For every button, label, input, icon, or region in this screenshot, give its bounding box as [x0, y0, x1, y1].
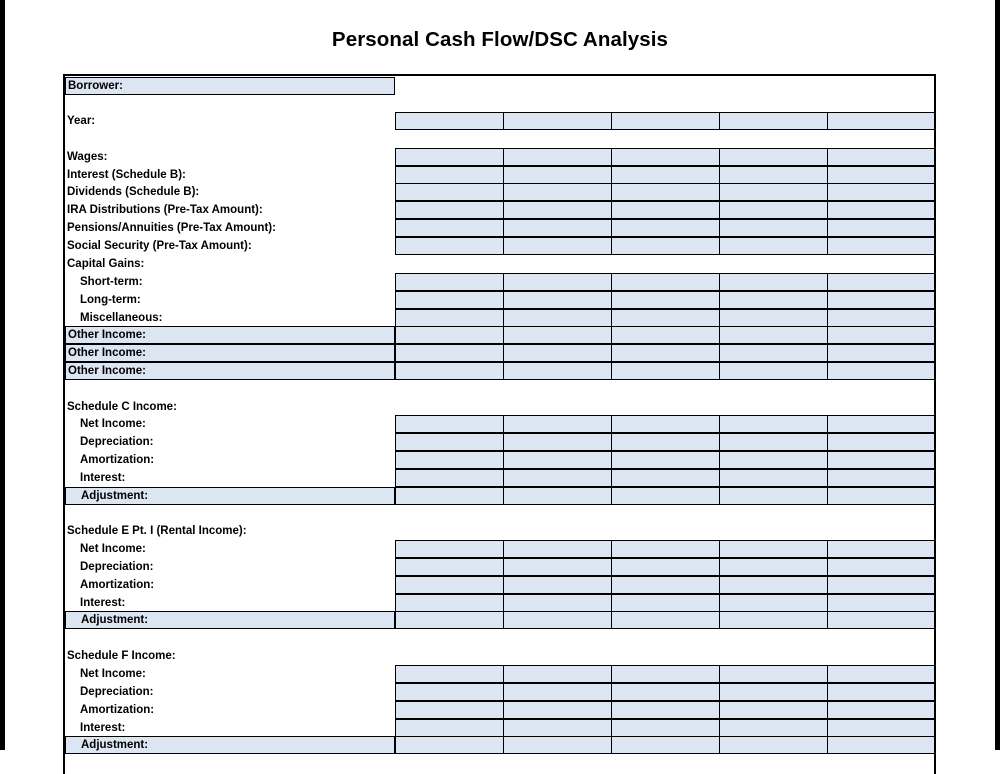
- value-cell[interactable]: [611, 701, 720, 719]
- value-cell[interactable]: [719, 273, 828, 291]
- value-cell[interactable]: [827, 611, 936, 629]
- adjustment-label-field[interactable]: Adjustment:: [65, 611, 395, 629]
- schedule-c-header-row: [65, 398, 934, 416]
- value-cell[interactable]: [395, 487, 504, 505]
- value-cell[interactable]: [611, 148, 720, 166]
- value-cell[interactable]: [611, 683, 720, 701]
- capital-gains-row: [65, 309, 934, 327]
- value-cell[interactable]: [503, 451, 612, 469]
- value-cell[interactable]: [503, 273, 612, 291]
- value-cell[interactable]: [827, 433, 936, 451]
- value-cell[interactable]: [719, 469, 828, 487]
- value-cell[interactable]: [719, 433, 828, 451]
- schedule-e-row: [65, 576, 934, 594]
- row-label: Year:: [67, 115, 96, 127]
- row-label: Wages:: [67, 151, 108, 163]
- value-cell[interactable]: [827, 273, 936, 291]
- value-cell[interactable]: [719, 201, 828, 219]
- income-row: [65, 237, 934, 255]
- value-cell[interactable]: [719, 183, 828, 201]
- value-cell[interactable]: [503, 594, 612, 612]
- value-cell[interactable]: [827, 219, 936, 237]
- row-label: Depreciation:: [80, 436, 154, 448]
- value-cell[interactable]: [719, 576, 828, 594]
- value-cell[interactable]: [611, 594, 720, 612]
- schedule-f-header-row: [65, 647, 934, 665]
- value-cell[interactable]: [395, 344, 504, 362]
- value-cell[interactable]: [611, 344, 720, 362]
- value-cell[interactable]: [719, 237, 828, 255]
- value-cell[interactable]: [719, 611, 828, 629]
- value-cell[interactable]: [503, 415, 612, 433]
- row-label: Social Security (Pre-Tax Amount):: [67, 240, 252, 252]
- value-cell[interactable]: [827, 326, 936, 344]
- value-cell[interactable]: [827, 487, 936, 505]
- value-cell[interactable]: [395, 183, 504, 201]
- value-cell[interactable]: [827, 451, 936, 469]
- value-cell[interactable]: [503, 683, 612, 701]
- value-cell[interactable]: [827, 665, 936, 683]
- schedule-c-row: [65, 469, 934, 487]
- value-cell[interactable]: [611, 576, 720, 594]
- value-cell[interactable]: [827, 719, 936, 737]
- schedule-f-row: [65, 701, 934, 719]
- value-cell[interactable]: [395, 415, 504, 433]
- row-label: Interest:: [80, 472, 126, 484]
- row-label: Miscellaneous:: [80, 312, 163, 324]
- right-edge: [995, 0, 1000, 750]
- year-cell[interactable]: [395, 112, 504, 130]
- value-cell[interactable]: [395, 665, 504, 683]
- value-cell[interactable]: [827, 201, 936, 219]
- value-cell[interactable]: [827, 344, 936, 362]
- value-cell[interactable]: [719, 415, 828, 433]
- value-cell[interactable]: [503, 701, 612, 719]
- value-cell[interactable]: [827, 469, 936, 487]
- value-cell[interactable]: [503, 309, 612, 327]
- year-cell[interactable]: [827, 112, 936, 130]
- schedule-f-row: [65, 719, 934, 737]
- value-cell[interactable]: [611, 665, 720, 683]
- value-cell[interactable]: [827, 148, 936, 166]
- value-cell[interactable]: [395, 683, 504, 701]
- page-title: Personal Cash Flow/DSC Analysis: [331, 28, 669, 51]
- section-header: Schedule C Income:: [67, 401, 177, 413]
- value-cell[interactable]: [827, 309, 936, 327]
- row-label: Short-term:: [80, 276, 143, 288]
- value-cell[interactable]: [395, 201, 504, 219]
- value-cell[interactable]: [503, 433, 612, 451]
- year-cell[interactable]: [611, 112, 720, 130]
- value-cell[interactable]: [827, 683, 936, 701]
- value-cell[interactable]: [611, 291, 720, 309]
- schedule-c-row: [65, 451, 934, 469]
- row-label: Dividends (Schedule B):: [67, 186, 200, 198]
- borrower-row: [65, 77, 934, 95]
- adjustment-label-field[interactable]: Adjustment:: [65, 736, 395, 754]
- value-cell[interactable]: [611, 237, 720, 255]
- capital-gains-header-row: [65, 255, 934, 273]
- value-cell[interactable]: [503, 736, 612, 754]
- value-cell[interactable]: [611, 273, 720, 291]
- year-cell[interactable]: [719, 112, 828, 130]
- value-cell[interactable]: [503, 469, 612, 487]
- value-cell[interactable]: [611, 540, 720, 558]
- schedule-c-adjustment-row: [65, 487, 934, 505]
- value-cell[interactable]: [503, 665, 612, 683]
- value-cell[interactable]: [503, 611, 612, 629]
- other-income-row: [65, 326, 934, 344]
- schedule-e-row: [65, 558, 934, 576]
- value-cell[interactable]: [827, 558, 936, 576]
- value-cell[interactable]: [827, 594, 936, 612]
- value-cell[interactable]: [503, 148, 612, 166]
- value-cell[interactable]: [611, 326, 720, 344]
- value-cell[interactable]: [827, 540, 936, 558]
- value-cell[interactable]: [719, 594, 828, 612]
- value-cell[interactable]: [827, 237, 936, 255]
- value-cell[interactable]: [719, 701, 828, 719]
- value-cell[interactable]: [719, 665, 828, 683]
- value-cell[interactable]: [503, 326, 612, 344]
- value-cell[interactable]: [611, 166, 720, 184]
- section-header: Capital Gains:: [67, 258, 145, 270]
- value-cell[interactable]: [395, 558, 504, 576]
- value-cell[interactable]: [719, 166, 828, 184]
- value-cell[interactable]: [827, 576, 936, 594]
- value-cell[interactable]: [719, 540, 828, 558]
- schedule-e-header-row: [65, 522, 934, 540]
- value-cell[interactable]: [503, 576, 612, 594]
- value-cell[interactable]: [827, 183, 936, 201]
- value-cell[interactable]: [719, 344, 828, 362]
- value-cell[interactable]: [719, 451, 828, 469]
- row-label: Net Income:: [80, 668, 146, 680]
- other-income-row: [65, 344, 934, 362]
- value-cell[interactable]: [503, 344, 612, 362]
- value-cell[interactable]: [395, 576, 504, 594]
- year-cell[interactable]: [503, 112, 612, 130]
- value-cell[interactable]: [611, 433, 720, 451]
- value-cell[interactable]: [611, 469, 720, 487]
- value-cell[interactable]: [719, 291, 828, 309]
- schedule-c-row: [65, 433, 934, 451]
- value-cell[interactable]: [395, 219, 504, 237]
- capital-gains-row: [65, 291, 934, 309]
- value-cell[interactable]: [611, 487, 720, 505]
- value-cell[interactable]: [827, 291, 936, 309]
- value-cell[interactable]: [395, 736, 504, 754]
- value-cell[interactable]: [827, 415, 936, 433]
- row-label: Interest (Schedule B):: [67, 169, 186, 181]
- value-cell[interactable]: [503, 540, 612, 558]
- borrower-field[interactable]: Borrower:: [65, 77, 395, 95]
- row-label: Amortization:: [80, 579, 155, 591]
- value-cell[interactable]: [395, 166, 504, 184]
- value-cell[interactable]: [503, 166, 612, 184]
- value-cell[interactable]: [719, 219, 828, 237]
- value-cell[interactable]: [719, 558, 828, 576]
- value-cell[interactable]: [719, 683, 828, 701]
- value-cell[interactable]: [827, 362, 936, 380]
- value-cell[interactable]: [395, 540, 504, 558]
- value-cell[interactable]: [719, 736, 828, 754]
- income-row: [65, 201, 934, 219]
- row-label: Amortization:: [80, 454, 155, 466]
- value-cell[interactable]: [611, 362, 720, 380]
- section-header: Schedule E Pt. I (Rental Income):: [67, 525, 247, 537]
- schedule-e-row: [65, 540, 934, 558]
- value-cell[interactable]: [719, 148, 828, 166]
- row-label: Net Income:: [80, 418, 146, 430]
- value-cell[interactable]: [611, 309, 720, 327]
- other-income-row: [65, 362, 934, 380]
- value-cell[interactable]: [611, 201, 720, 219]
- income-row: [65, 219, 934, 237]
- value-cell[interactable]: [395, 362, 504, 380]
- row-label: Interest:: [80, 597, 126, 609]
- row-label: Long-term:: [80, 294, 141, 306]
- schedule-f-adjustment-row: [65, 736, 934, 754]
- value-cell[interactable]: [395, 611, 504, 629]
- other-income-label-field[interactable]: Other Income:: [65, 362, 395, 380]
- value-cell[interactable]: [395, 719, 504, 737]
- value-cell[interactable]: [611, 219, 720, 237]
- value-cell[interactable]: [611, 611, 720, 629]
- cash-flow-form: [63, 74, 936, 774]
- value-cell[interactable]: [395, 326, 504, 344]
- row-label: Pensions/Annuities (Pre-Tax Amount):: [67, 222, 276, 234]
- value-cell[interactable]: [503, 558, 612, 576]
- row-label: Depreciation:: [80, 686, 154, 698]
- other-income-label-field[interactable]: Other Income:: [65, 326, 395, 344]
- capital-gains-row: [65, 273, 934, 291]
- value-cell[interactable]: [503, 362, 612, 380]
- adjustment-label-field[interactable]: Adjustment:: [65, 487, 395, 505]
- value-cell[interactable]: [395, 594, 504, 612]
- section-header: Schedule F Income:: [67, 650, 176, 662]
- other-income-label-field[interactable]: Other Income:: [65, 344, 395, 362]
- income-row: [65, 183, 934, 201]
- row-label: Amortization:: [80, 704, 155, 716]
- value-cell[interactable]: [395, 291, 504, 309]
- value-cell[interactable]: [611, 736, 720, 754]
- row-label: Interest:: [80, 722, 126, 734]
- value-cell[interactable]: [395, 273, 504, 291]
- value-cell[interactable]: [611, 558, 720, 576]
- value-cell[interactable]: [719, 326, 828, 344]
- value-cell[interactable]: [503, 237, 612, 255]
- value-cell[interactable]: [503, 719, 612, 737]
- value-cell[interactable]: [395, 451, 504, 469]
- schedule-f-row: [65, 683, 934, 701]
- value-cell[interactable]: [719, 719, 828, 737]
- value-cell[interactable]: [503, 291, 612, 309]
- schedule-e-row: [65, 594, 934, 612]
- value-cell[interactable]: [503, 201, 612, 219]
- value-cell[interactable]: [827, 166, 936, 184]
- left-edge: [0, 0, 5, 750]
- value-cell[interactable]: [503, 219, 612, 237]
- value-cell[interactable]: [719, 309, 828, 327]
- value-cell[interactable]: [719, 362, 828, 380]
- row-label: IRA Distributions (Pre-Tax Amount):: [67, 204, 263, 216]
- schedule-c-row: [65, 415, 934, 433]
- schedule-f-row: [65, 665, 934, 683]
- value-cell[interactable]: [611, 183, 720, 201]
- value-cell[interactable]: [611, 415, 720, 433]
- value-cell[interactable]: [395, 237, 504, 255]
- value-cell[interactable]: [719, 487, 828, 505]
- income-row: [65, 148, 934, 166]
- schedule-e-adjustment-row: [65, 611, 934, 629]
- income-row: [65, 166, 934, 184]
- row-label: Depreciation:: [80, 561, 154, 573]
- value-cell[interactable]: [503, 487, 612, 505]
- value-cell[interactable]: [827, 736, 936, 754]
- value-cell[interactable]: [611, 719, 720, 737]
- value-cell[interactable]: [395, 309, 504, 327]
- value-cell[interactable]: [395, 148, 504, 166]
- value-cell[interactable]: [503, 183, 612, 201]
- value-cell[interactable]: [395, 433, 504, 451]
- row-label: Net Income:: [80, 543, 146, 555]
- value-cell[interactable]: [827, 701, 936, 719]
- value-cell[interactable]: [611, 451, 720, 469]
- year-row: [65, 112, 934, 130]
- value-cell[interactable]: [395, 469, 504, 487]
- value-cell[interactable]: [395, 701, 504, 719]
